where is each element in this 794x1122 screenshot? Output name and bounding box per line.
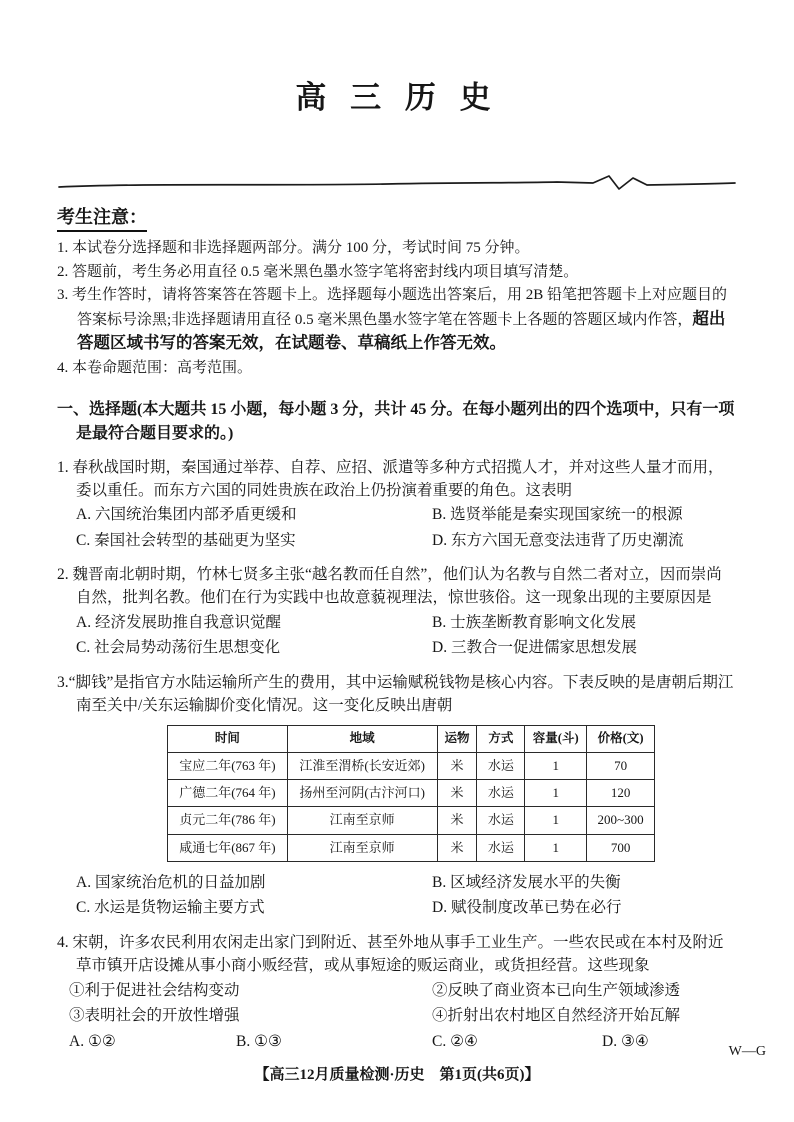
question-3 bbox=[57, 671, 737, 921]
question-3-option-b: B. 区域经济发展水平的失衡 bbox=[432, 873, 621, 891]
question-4-option-d: D. ③④ bbox=[602, 1032, 649, 1050]
table-header-cell: 方式 bbox=[477, 726, 525, 753]
table-cell: 江淮至渭桥(长安近郊) bbox=[287, 752, 437, 779]
table-cell: 扬州至河阴(古汴河口) bbox=[287, 780, 437, 807]
table-cell: 200~300 bbox=[587, 807, 655, 834]
notice-item-3 bbox=[57, 284, 737, 356]
question-3-option-c: C. 水运是货物运输主要方式 bbox=[76, 899, 265, 917]
candidate-notice bbox=[57, 203, 737, 380]
table-header-cell: 地域 bbox=[287, 726, 437, 753]
section-heading: 一、选择题(本大题共 15 小题，每小题 3 分，共计 45 分。在每小题列出的四个选项中，只有一项是最符合题目要求的。) bbox=[57, 400, 735, 442]
table-cell: 广德二年(764 年) bbox=[168, 780, 288, 807]
table-header-cell: 运物 bbox=[437, 726, 477, 753]
question-3-option-d: D. 赋役制度改革已势在必行 bbox=[432, 899, 622, 917]
table-header-row bbox=[168, 726, 655, 753]
table-cell: 水运 bbox=[477, 752, 525, 779]
table-cell: 1 bbox=[525, 807, 587, 834]
question-4-statement-4: ④折射出农村地区自然经济开始瓦解 bbox=[432, 1007, 681, 1025]
table-cell: 水运 bbox=[477, 807, 525, 834]
page-title: 高 三 历 史 bbox=[295, 80, 499, 115]
question-4-option-b: B. ①③ bbox=[236, 1032, 282, 1050]
decorative-line bbox=[57, 173, 737, 195]
table-row bbox=[168, 834, 655, 861]
table-cell: 1 bbox=[525, 834, 587, 861]
question-4-option-a: A. ①② bbox=[69, 1032, 116, 1050]
question-4-statement-3: ③表明社会的开放性增强 bbox=[69, 1007, 240, 1025]
table-cell: 江南至京师 bbox=[287, 807, 437, 834]
question-4-statement-2: ②反映了商业资本已向生产领域渗透 bbox=[432, 981, 681, 999]
question-2-stem: 2. 魏晋南北朝时期，竹林七贤多主张“越名教而任自然”，他们认为名教与自然二者对立，因而崇尚自然，批判名教。他们在行为实践中也故意藐视理法，惊世骇俗。这一现象出现的主要原因是 bbox=[57, 566, 722, 607]
question-4-option-c: C. ②④ bbox=[432, 1032, 478, 1050]
page-footer: 【高三12月质量检测·历史 第1页(共6页)】 bbox=[254, 1067, 540, 1083]
table-cell: 米 bbox=[437, 834, 477, 861]
question-2-option-c: C. 社会局势动荡衍生思想变化 bbox=[76, 639, 281, 657]
question-3-option-a: A. 国家统治危机的日益加剧 bbox=[76, 873, 266, 891]
question-1-option-c: C. 秦国社会转型的基础更为坚实 bbox=[76, 531, 296, 549]
table-cell: 120 bbox=[587, 780, 655, 807]
table-row bbox=[168, 807, 655, 834]
table-cell: 江南至京师 bbox=[287, 834, 437, 861]
table-cell: 贞元二年(786 年) bbox=[168, 807, 288, 834]
question-1 bbox=[57, 456, 737, 554]
corner-mark: W—G bbox=[728, 1044, 766, 1059]
notice-item-3-normal: 3. 考生作答时，请将答案答在答题卡上。选择题每小题选出答案后，用 2B 铅笔把答题卡上对应题目的答案标号涂黑;非选择题请用直径 0.5 毫米黑色墨水签字笔在答题卡上各题的答题区域内作答， bbox=[57, 287, 728, 328]
table-cell: 1 bbox=[525, 752, 587, 779]
notice-heading: 考生注意： bbox=[57, 203, 147, 232]
table-header-cell: 容量(斗) bbox=[525, 726, 587, 753]
notice-item-1: 1. 本试卷分选择题和非选择题两部分。满分 100 分，考试时间 75 分钟。 bbox=[57, 240, 530, 256]
table-cell: 米 bbox=[437, 780, 477, 807]
question-4-statement-1: ①利于促进社会结构变动 bbox=[69, 981, 240, 999]
question-2-option-d: D. 三教合一促进儒家思想发展 bbox=[432, 639, 637, 657]
table-cell: 水运 bbox=[477, 780, 525, 807]
q3-freight-table bbox=[167, 725, 655, 862]
table-cell: 70 bbox=[587, 752, 655, 779]
notice-item-4: 4. 本卷命题范围：高考范围。 bbox=[57, 360, 253, 376]
question-4 bbox=[57, 931, 737, 1055]
table-cell: 水运 bbox=[477, 834, 525, 861]
question-4-stem: 4. 宋朝，许多农民利用农闲走出家门到附近、甚至外地从事手工业生产。一些农民或在本村及附近草市镇开店设摊从事小商小贩经营，或从事短途的贩运商业，或货担经营。这些现象 bbox=[57, 934, 724, 975]
table-cell: 1 bbox=[525, 780, 587, 807]
table-row bbox=[168, 780, 655, 807]
table-cell: 700 bbox=[587, 834, 655, 861]
question-1-stem: 1. 春秋战国时期，秦国通过举荐、自荐、应招、派遣等多种方式招揽人才，并对这些人量才而用，委以重任。而东方六国的同姓贵族在政治上仍扮演着重要的角色。这表明 bbox=[57, 458, 724, 499]
notice-item-2: 2. 答题前，考生务必用直径 0.5 毫米黑色墨水签字笔将密封线内项目填写清楚。 bbox=[57, 263, 579, 280]
table-row bbox=[168, 752, 655, 779]
table-header-cell: 价格(文) bbox=[587, 726, 655, 753]
question-2-option-b: B. 士族垄断教育影响文化发展 bbox=[432, 613, 637, 631]
question-1-option-b: B. 选贤举能是秦实现国家统一的根源 bbox=[432, 506, 683, 523]
question-1-option-d: D. 东方六国无意变法违背了历史潮流 bbox=[432, 531, 684, 549]
table-cell: 米 bbox=[437, 807, 477, 834]
question-3-stem: 3.“脚钱”是指官方水陆运输所产生的费用，其中运输赋税钱物是核心内容。下表反映的是唐朝后期江南至关中/关东运输脚价变化情况。这一变化反映出唐朝 bbox=[57, 673, 734, 714]
question-1-option-a: A. 六国统治集团内部矛盾更缓和 bbox=[76, 506, 297, 523]
table-header-cell: 时间 bbox=[168, 726, 288, 753]
table-cell: 米 bbox=[437, 752, 477, 779]
table-cell: 宝应二年(763 年) bbox=[168, 752, 288, 779]
table-cell: 咸通七年(867 年) bbox=[168, 834, 288, 861]
question-2 bbox=[57, 563, 737, 661]
question-2-option-a: A. 经济发展助推自我意识觉醒 bbox=[76, 613, 281, 631]
notice-item-3-bold: 超出答题区域书写的答案无效，在试题卷、草稿纸上作答无效。 bbox=[77, 308, 726, 353]
